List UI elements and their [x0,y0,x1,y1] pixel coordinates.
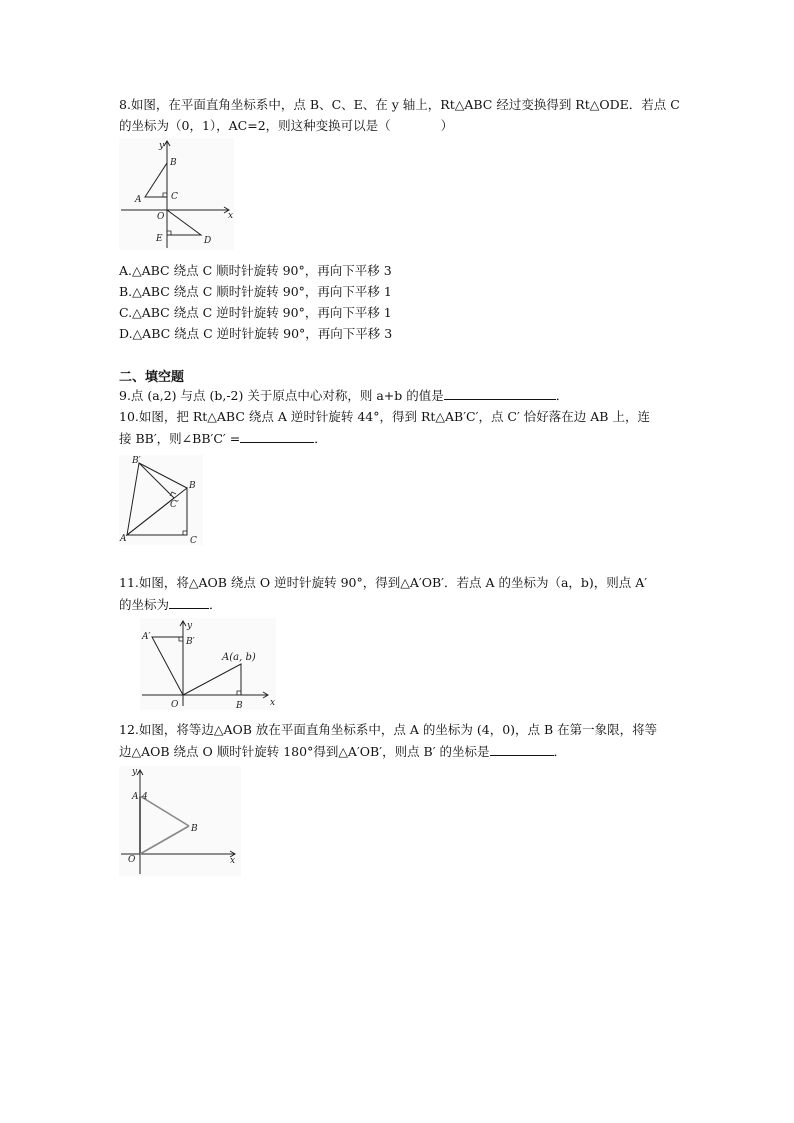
q11-text: 的坐标为 [119,597,170,612]
q10-line-1: 10.如图，把 Rt△ABC 绕点 A 逆时针旋转 44°，得到 Rt△AB′C′，点 C′ 恰好落在边 AB 上，连 [119,409,650,424]
q8-fig-label-A: A [135,195,142,205]
q11-line-1: 11.如图，将△AOB 绕点 O 逆时针旋转 90°，得到△A′OB′．若点 A 的坐标为（a，b)，则点 A′ [119,575,648,590]
q8-fig-label-C: C [171,192,178,202]
q12-fig-label-B: B [191,824,198,834]
q10-fig-label-C: C [190,536,197,546]
q11-fig-label-A: A(a, b) [222,652,256,663]
q8-line-1: 8.如图，在平面直角坐标系中，点 B、C、E、在 y 轴上，Rt△ABC 经过变换得到 Rt△ODE．若点 C [119,97,680,112]
q12-fig-label-O: O [128,855,136,865]
q12-fig-label-x: x [230,856,236,866]
q9-end: ． [555,388,569,403]
q8-option-a: A.△ABC 绕点 C 顺时针旋转 90°，再向下平移 3 [119,263,392,278]
q8-figure [119,138,234,250]
q12-answer-blank[interactable] [490,743,554,756]
q11-fig-label-B: B [236,701,243,711]
q11-figure [140,618,276,710]
q9-text: 9.点 (a,2) 与点 (b,-2) 关于原点中心对称，则 a+b 的值是 [119,388,444,403]
q10-fig-label-A: A [120,534,127,544]
q12-line-1: 12.如图，将等边△AOB 放在平面直角坐标系中，点 A 的坐标为 (4，0)，点 B 在第一象限，将等 [119,722,658,737]
q12-figure [119,766,241,876]
q10-fig-label-B1: B′ [132,456,141,466]
q8-fig-label-E: E [156,234,163,244]
q11-fig-label-y: y [187,621,193,631]
q11-fig-label-A1: A′ [142,632,151,642]
q8-option-c: C.△ABC 绕点 C 逆时针旋转 90°，再向下平移 1 [119,305,392,320]
q8-fig-label-x: x [228,211,234,221]
q11-line-2 [119,596,222,613]
q12-fig-label-y: y [132,767,138,777]
q11-fig-label-B1: B′ [186,637,195,647]
q8-line-2: 的坐标为（0，1），AC=2，则这种变换可以是（ ） [119,118,454,133]
q9-answer-blank[interactable] [444,387,556,400]
q11-fig-label-O: O [171,700,179,710]
q12-text: 边△AOB 绕点 O 顺时针旋转 180°得到△A′OB′，则点 B′ 的坐标是 [119,744,490,759]
q10-figure [119,455,203,545]
q10-fig-label-C1: C′ [170,500,179,510]
q10-text: 接 BB′，则∠BB′C′ = [119,431,241,446]
q10-end: ． [314,431,327,446]
q8-fig-label-y: y [159,141,165,151]
q12-fig-label-A: A [132,792,139,802]
q8-option-d: D.△ABC 绕点 C 逆时针旋转 90°，再向下平移 3 [119,326,393,341]
q11-answer-blank[interactable] [169,596,209,609]
q8-fig-label-B: B [170,158,177,168]
q9-line [119,387,568,404]
q12-line-2 [119,743,566,760]
q10-answer-blank[interactable] [240,430,314,443]
section-title-fill-in: 二、填空题 [119,370,185,385]
q10-line-2 [119,430,327,447]
q8-fig-label-D: D [204,236,212,246]
q8-fig-label-O: O [157,212,165,222]
q11-fig-label-x: x [270,698,276,708]
q11-end: ． [209,597,222,612]
q12-end: ． [553,744,567,759]
q12-fig-label-4: 4 [142,792,148,802]
q8-option-b: B.△ABC 绕点 C 顺时针旋转 90°，再向下平移 1 [119,284,392,299]
q10-fig-label-B: B [189,481,196,491]
